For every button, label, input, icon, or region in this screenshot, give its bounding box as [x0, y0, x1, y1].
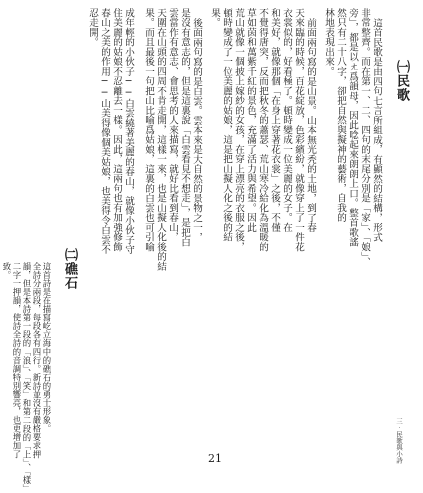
text-column: 荒山就像一個披上嫁紗的女孩，在穿上漂亮的衣服之後，: [233, 8, 244, 252]
text-column: 二字一押韻，使詩全詩的音調特別響亮，也更增加了: [12, 262, 22, 459]
text-column: 果。而且最後一句把山比喻爲姑娘，這裏的白雲也可引喻: [143, 8, 154, 252]
text-column: 忍走開。: [87, 8, 98, 47]
text-column: 天來臨的時候，百花綻放，色彩繽紛，就像穿上了一件花: [293, 8, 304, 252]
text-column: 前面兩句寫的是山景。山本無光秃的土地，到了春: [305, 18, 316, 233]
text-column: 不覺得唐突，反而把秋冬的蕭瑟、荒山寒冷給化為溫暖的: [257, 8, 268, 252]
text-column: 這首民歌是由四句七言所組成，有顯然的結構，形式: [371, 18, 382, 243]
text-column: 和美好，就像那個「在身上穿著花衣裳」之後，不僅: [269, 8, 280, 233]
text-column: 致。: [2, 262, 12, 280]
text-column: 果。: [209, 8, 220, 28]
text-column: 春山之美的作用──山美得像個美姑娘，也美得令白雲不: [99, 8, 110, 255]
text-column: 這首詩是在描寫屹立海中的礁石的勇士形象。: [42, 262, 52, 433]
text-column: 是沒有意志的，但是這裏說「白雲看見不想走」，是把白: [179, 8, 190, 247]
text-column: 韻，但是本詩第一段的「浪」、「笑」和第二段的「上」、「樣」: [22, 262, 32, 493]
text-column: 後面兩句寫的是白雲。雲本來是大自然的景物之一，: [191, 18, 202, 243]
text-column: 全詩分兩段，每段各有四行。新詩並沒有嚴格要求押: [32, 262, 42, 459]
text-column: 林地表現出來。: [323, 8, 334, 77]
text-column: 天圍在山頭的四周不肯走開，這樣一來，也是山擬人化後的結: [155, 8, 166, 272]
section-heading-minge: ㈠民歌: [394, 60, 409, 102]
text-column: 住美麗的姑娘不忍離去一樣。因此，這兩句也有加強修飾: [111, 8, 122, 252]
text-column: 草如茵和萬紫千紅的景色，充滿了活力與希望。因此: [245, 8, 256, 233]
text-column: 然只有二十八字，卻把自然與擬神的藝術，自我的: [335, 8, 346, 223]
text-column: 雲當作有意志、會思考的人來描寫，就好比看到春山，: [167, 8, 178, 242]
page-number: 21: [208, 452, 222, 465]
text-column: 非常整齊。而在第一、二、四句的末尾分別是「家」、「娘」、: [359, 8, 370, 267]
text-column: 旁」，都是以ㄤ爲韻母，因此唸起來朗朗上口。整首歌謠: [347, 8, 358, 247]
text-column: 成年輕的小伙子──白雲繞著美麗的春山，就像小伙子守: [123, 8, 134, 255]
section-heading-jiaoshi: ㈡礁石: [62, 248, 77, 290]
text-column: 衣裳似的，好看極了。頓時變成一位美麗的女子。在: [281, 8, 292, 233]
footer-label: 三‧民歌與小詩: [395, 418, 403, 464]
text-column: 頓時變成了一位美麗的姑娘，這是把山擬人化之後的結: [221, 8, 232, 242]
